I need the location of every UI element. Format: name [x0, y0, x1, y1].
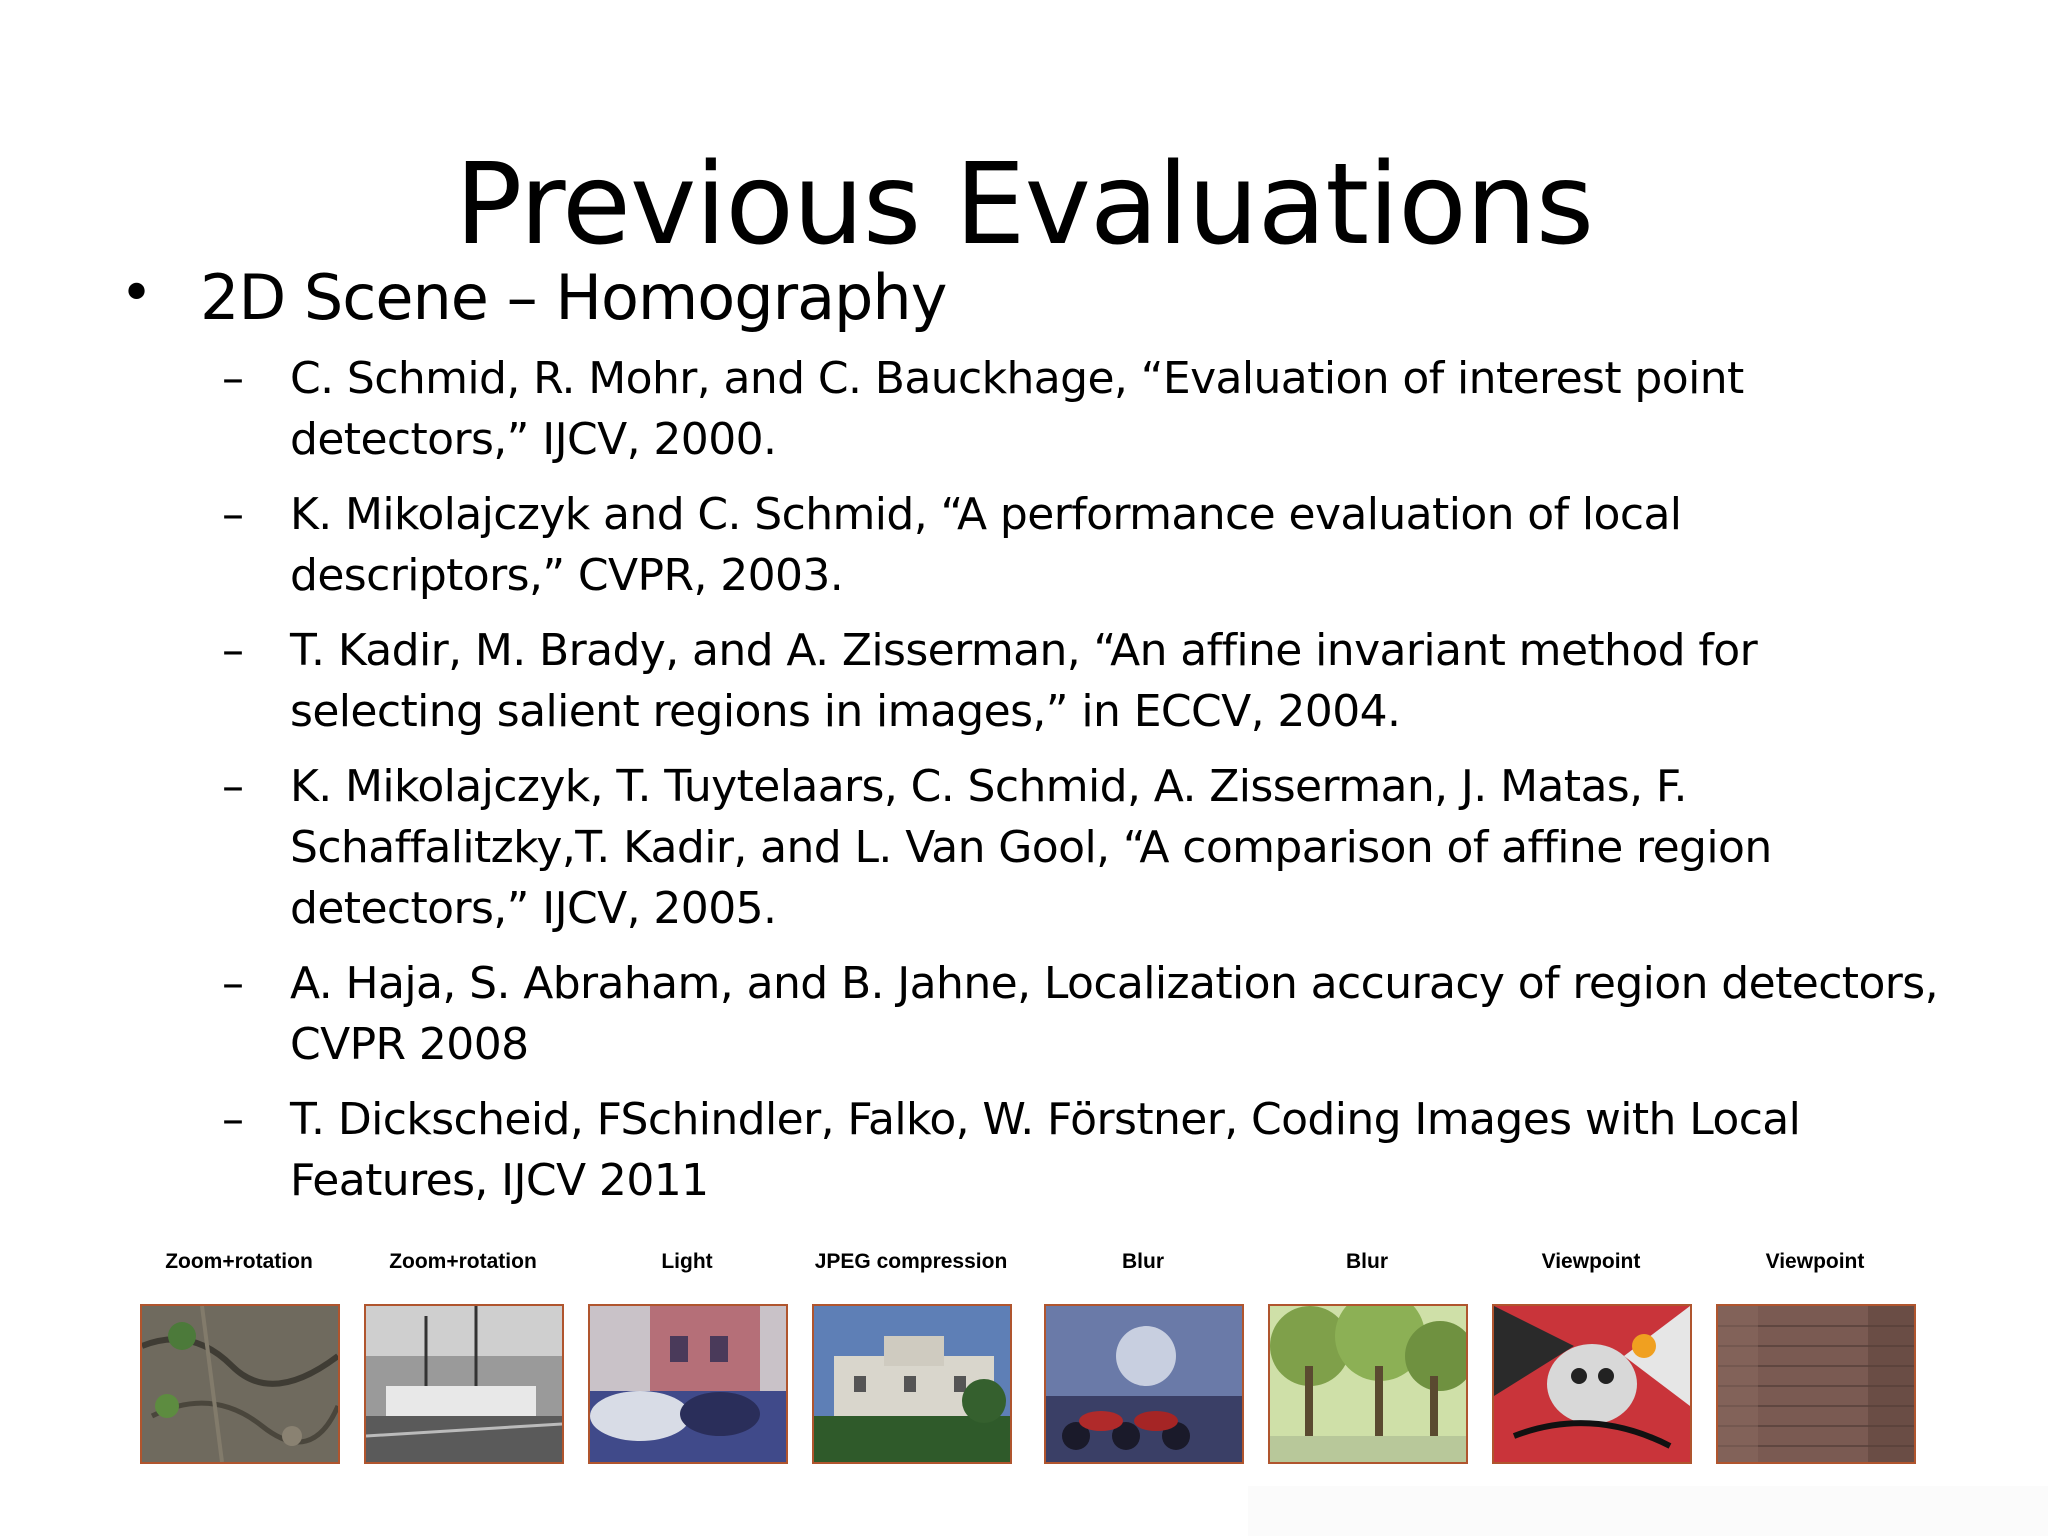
- reference-item: [222, 348, 1962, 470]
- dash-marker: –: [222, 353, 244, 404]
- thumbnail-strip: [0, 1246, 2048, 1486]
- thumbnail: [1044, 1246, 1242, 1466]
- thumbnail-image: [140, 1304, 340, 1464]
- thumbnail-label: Zoom+rotation: [389, 1250, 537, 1273]
- thumbnail-label: Viewpoint: [1765, 1250, 1865, 1273]
- footer-shade: [1248, 1486, 2048, 1536]
- dash-marker: –: [222, 1094, 244, 1145]
- reference-item: [222, 484, 1962, 606]
- reference-item: [222, 953, 1962, 1075]
- trees-image: [1270, 1306, 1466, 1462]
- thumbnail-image: [364, 1304, 564, 1464]
- thumbnail-label: Light: [661, 1250, 713, 1273]
- brick-wall-image: [1718, 1306, 1914, 1462]
- thumbnail-image: [1268, 1304, 1468, 1464]
- boats-image: [366, 1306, 562, 1462]
- street-cars-image: [590, 1306, 786, 1462]
- reference-item: [222, 756, 1962, 939]
- thumbnail-label: Blur: [1122, 1250, 1164, 1273]
- thumbnail: [1268, 1246, 1466, 1466]
- reference-list: [222, 348, 1962, 1225]
- rock-texture-image: [142, 1306, 338, 1462]
- reference-text: T. Kadir, M. Brady, and A. Zisserman, “An affine invariant method for selecting salient regions in images,” in ECCV, 2004.: [290, 625, 1758, 737]
- thumbnail-image: [1492, 1304, 1692, 1464]
- reference-text: T. Dickscheid, FSchindler, Falko, W. Förstner, Coding Images with Local Features, IJCV 2011: [290, 1094, 1801, 1206]
- thumbnail-label: Blur: [1346, 1250, 1388, 1273]
- thumbnail: [1716, 1246, 1914, 1466]
- graffiti-image: [1494, 1306, 1690, 1462]
- thumbnail: [140, 1246, 338, 1466]
- thumbnail: [588, 1246, 786, 1466]
- bullet-marker: •: [120, 261, 154, 326]
- dash-marker: –: [222, 489, 244, 540]
- thumbnail-image: [812, 1304, 1012, 1464]
- dash-marker: –: [222, 958, 244, 1009]
- thumbnail: [1492, 1246, 1690, 1466]
- thumbnail-label: Viewpoint: [1541, 1250, 1641, 1273]
- reference-text: K. Mikolajczyk and C. Schmid, “A performance evaluation of local descriptors,” CVPR, 2003.: [290, 489, 1682, 601]
- reference-item: [222, 1089, 1962, 1211]
- thumbnail-image: [588, 1304, 788, 1464]
- building-image: [814, 1306, 1010, 1462]
- motorbikes-image: [1046, 1306, 1242, 1462]
- dash-marker: –: [222, 761, 244, 812]
- slide-title: Previous Evaluations: [454, 140, 1594, 270]
- reference-text: C. Schmid, R. Mohr, and C. Bauckhage, “Evaluation of interest point detectors,” IJCV, 2000.: [290, 353, 1744, 465]
- thumbnail: [812, 1246, 1010, 1466]
- thumbnail-label: Zoom+rotation: [165, 1250, 313, 1273]
- reference-text: K. Mikolajczyk, T. Tuytelaars, C. Schmid, A. Zisserman, J. Matas, F. Schaffalitzky,T. Kadir, and L. Van Gool, “A comparison of affine region detectors,” IJCV, 2005.: [290, 761, 1772, 934]
- thumbnail-image: [1716, 1304, 1916, 1464]
- reference-item: [222, 620, 1962, 742]
- thumbnail-label: JPEG compression: [814, 1250, 1008, 1273]
- bullet-text: 2D Scene – Homography: [200, 261, 947, 334]
- reference-text: A. Haja, S. Abraham, and B. Jahne, Localization accuracy of region detectors, CVPR 2008: [290, 958, 1938, 1070]
- dash-marker: –: [222, 625, 244, 676]
- thumbnail-image: [1044, 1304, 1244, 1464]
- thumbnail: [364, 1246, 562, 1466]
